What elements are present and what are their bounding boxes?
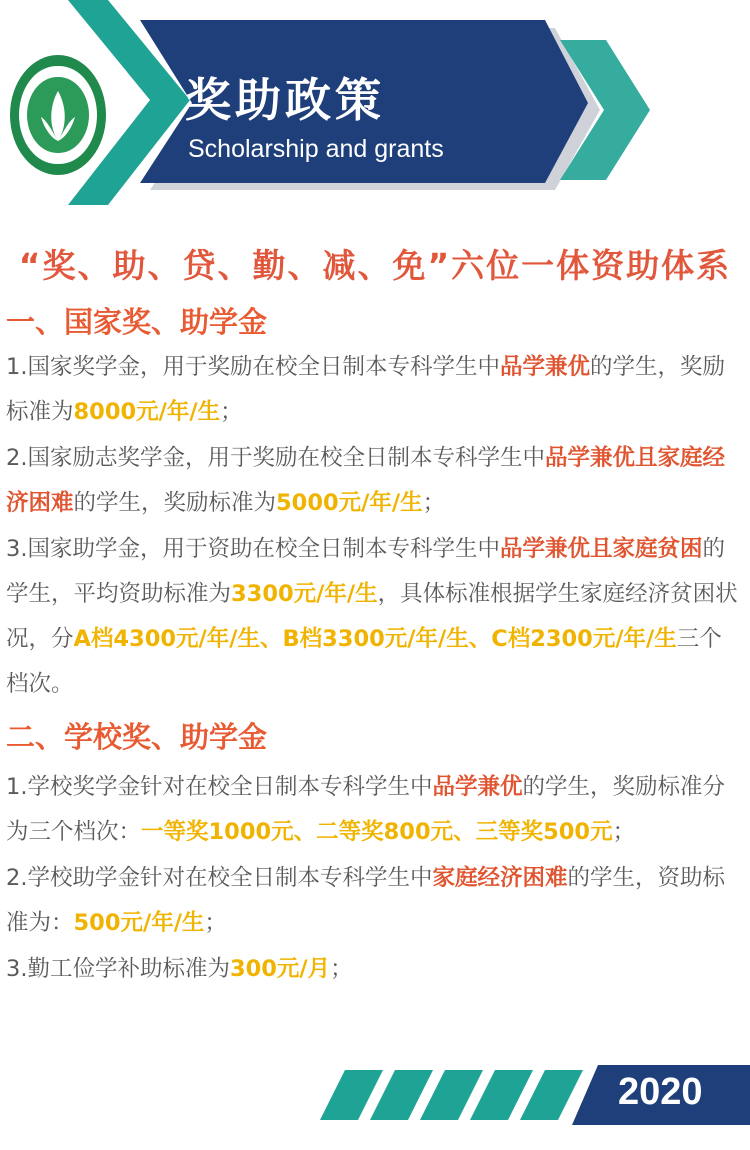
- section-school-title: 二、学校奖、助学金: [6, 720, 268, 754]
- header-banner: [0, 0, 750, 240]
- school-scholarship-item: 1.学校奖学金针对在校全日制本专科学生中品学兼优的学生，奖励标准分为三个档次：一等奖1000元、二等奖800元、三等奖500元；: [6, 774, 725, 845]
- system-subtitle: “奖、助、贷、勤、减、免”六位一体资助体系: [18, 246, 732, 285]
- page-title: 奖助政策: [185, 73, 385, 127]
- work-study-item: 3.勤工俭学补助标准为300元/月；: [6, 956, 353, 982]
- year-label: 2020: [618, 1071, 703, 1113]
- college-emblem-icon: [10, 55, 106, 175]
- school-grant-item: 2.学校助学金针对在校全日制本专科学生中家庭经济困难的学生，资助标准为：500元/年/生；: [6, 865, 725, 936]
- page-subtitle-en: Scholarship and grants: [188, 135, 444, 163]
- section-national-title: 一、国家奖、助学金: [6, 305, 268, 339]
- national-scholarship-item: 1.国家奖学金，用于奖励在校全日制本专科学生中品学兼优的学生，奖励标准为8000元/年/生；: [6, 354, 725, 425]
- national-grant-item: 3.国家助学金，用于资助在校全日制本专科学生中品学兼优且家庭贫困的学生，平均资助标准为3300元/年/生，具体标准根据学生家庭经济贫困状况，分A档4300元/年/生、B档3300元/年/生、C档2300元/年/生三个档次。: [6, 536, 738, 697]
- national-encouragement-item: 2.国家励志奖学金，用于奖励在校全日制本专科学生中品学兼优且家庭经济困难的学生，奖励标准为5000元/年/生；: [6, 445, 725, 516]
- footer-bar: [0, 1060, 750, 1150]
